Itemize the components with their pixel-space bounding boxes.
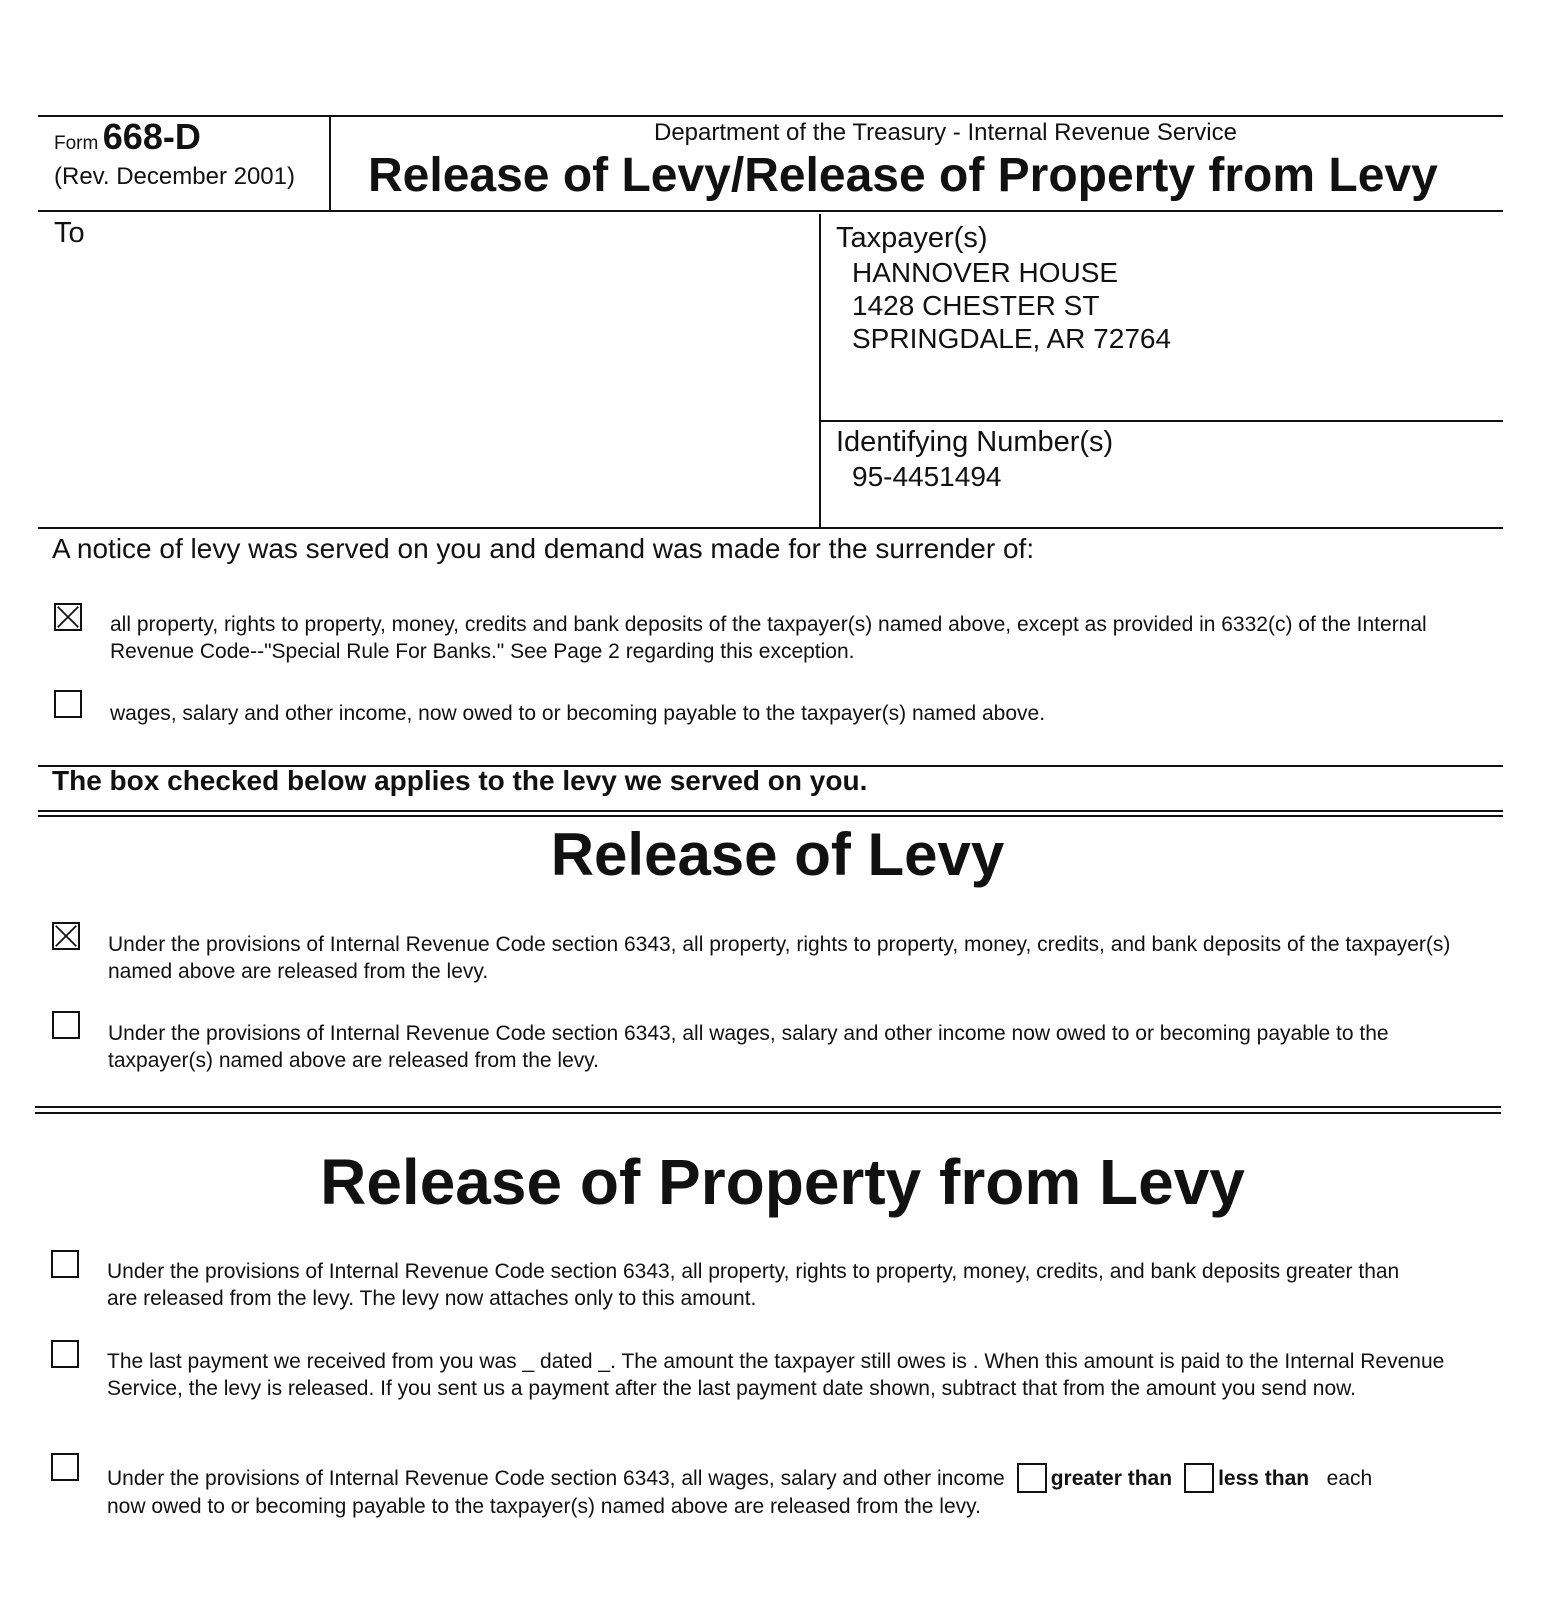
less-than-label: less than	[1218, 1467, 1310, 1490]
release-property-wages-text-start: Under the provisions of Internal Revenue Code section 6343, all wages, salary and other income	[107, 1467, 1005, 1490]
taxpayer-address	[852, 256, 1171, 355]
to-label: To	[54, 217, 85, 249]
notice-wages-text: wages, salary and other income, now owed to or becoming payable to the taxpayer(s) named above.	[110, 702, 1046, 725]
taxpayer-street: 1428 CHESTER ST	[852, 290, 1100, 321]
release-property-payment-checkbox[interactable]	[51, 1340, 79, 1368]
release-property-payment-text: The last payment we received from you was _ dated _. The amount the taxpayer still owes is . When this amount is paid to the Internal Revenue Service, the levy is released. If you sent us a payment after the last payment date shown, subtract that from the amount you send now.	[107, 1350, 1445, 1400]
to-taxpayer-divider	[819, 214, 821, 528]
release-property-amount-checkbox[interactable]	[51, 1250, 79, 1278]
release-levy-wages-text: Under the provisions of Internal Revenue Code section 6343, all wages, salary and other income now owed to or becoming payable to the taxpayer(s) named above are released from the levy.	[108, 1022, 1389, 1072]
release-property-amount-text: Under the provisions of Internal Revenue Code section 6343, all property, rights to property, money, credits, and bank deposits greater than are released from the levy. The levy now attaches only to this amount.	[107, 1260, 1400, 1310]
header-top-rule	[38, 115, 1503, 117]
taxpayer-bottom-rule	[820, 420, 1503, 422]
form-word: Form	[54, 133, 99, 154]
release-levy-property-checkbox[interactable]	[52, 922, 80, 950]
double-rule-top-b	[38, 815, 1503, 817]
release-of-property-title: Release of Property from Levy	[320, 1146, 1245, 1218]
each-label: each	[1326, 1467, 1373, 1490]
form-number: 668-D	[102, 116, 201, 157]
release-levy-wages-checkbox[interactable]	[52, 1011, 80, 1039]
notice-property-checkbox[interactable]	[54, 603, 82, 631]
header-divider	[329, 115, 331, 211]
release-property-wages-text-end: now owed to or becoming payable to the taxpayer(s) named above are released from the levy.	[107, 1495, 981, 1518]
greater-than-label: greater than	[1050, 1467, 1173, 1490]
release-of-levy-title: Release of Levy	[550, 821, 1005, 888]
less-than-checkbox[interactable]	[1184, 1463, 1214, 1493]
double-rule-mid-b	[35, 1112, 1501, 1114]
identifying-number-label: Identifying Number(s)	[836, 426, 1114, 458]
taxpayer-city: SPRINGDALE, AR 72764	[852, 323, 1172, 354]
taxpayer-label: Taxpayer(s)	[836, 222, 988, 254]
page-title: Release of Levy/Release of Property from Levy	[368, 149, 1438, 202]
checkmark-x-icon	[56, 605, 80, 629]
applies-text: The box checked below applies to the levy we served on you.	[52, 765, 868, 796]
notice-text: A notice of levy was served on you and demand was made for the surrender of:	[52, 533, 1035, 564]
release-property-wages-text	[107, 1463, 1527, 1520]
taxpayer-name: HANNOVER HOUSE	[852, 257, 1119, 288]
department-name: Department of the Treasury - Internal Revenue Service	[654, 119, 1237, 146]
release-property-wages-checkbox[interactable]	[51, 1453, 79, 1481]
notice-wages-checkbox[interactable]	[54, 690, 82, 718]
form-revision: (Rev. December 2001)	[54, 163, 295, 190]
checkmark-x-icon	[54, 924, 78, 948]
release-levy-property-text: Under the provisions of Internal Revenue Code section 6343, all property, rights to property, money, credits, and bank deposits of the taxpayer(s) named above are released from the levy.	[108, 933, 1451, 983]
identifying-number-value: 95-4451494	[852, 461, 1002, 492]
notice-property-text: all property, rights to property, money, credits and bank deposits of the taxpayer(s) named above, except as provided in 6332(c) of the Internal Revenue Code--"Special Rule For Banks." See Page 2 regarding this exception.	[110, 613, 1427, 663]
greater-than-checkbox[interactable]	[1017, 1463, 1047, 1493]
form-id	[54, 116, 201, 158]
header-bottom-rule	[38, 210, 1503, 212]
double-rule-mid-a	[35, 1106, 1501, 1108]
double-rule-top-a	[38, 810, 1503, 812]
section-rule-1	[38, 527, 1503, 529]
